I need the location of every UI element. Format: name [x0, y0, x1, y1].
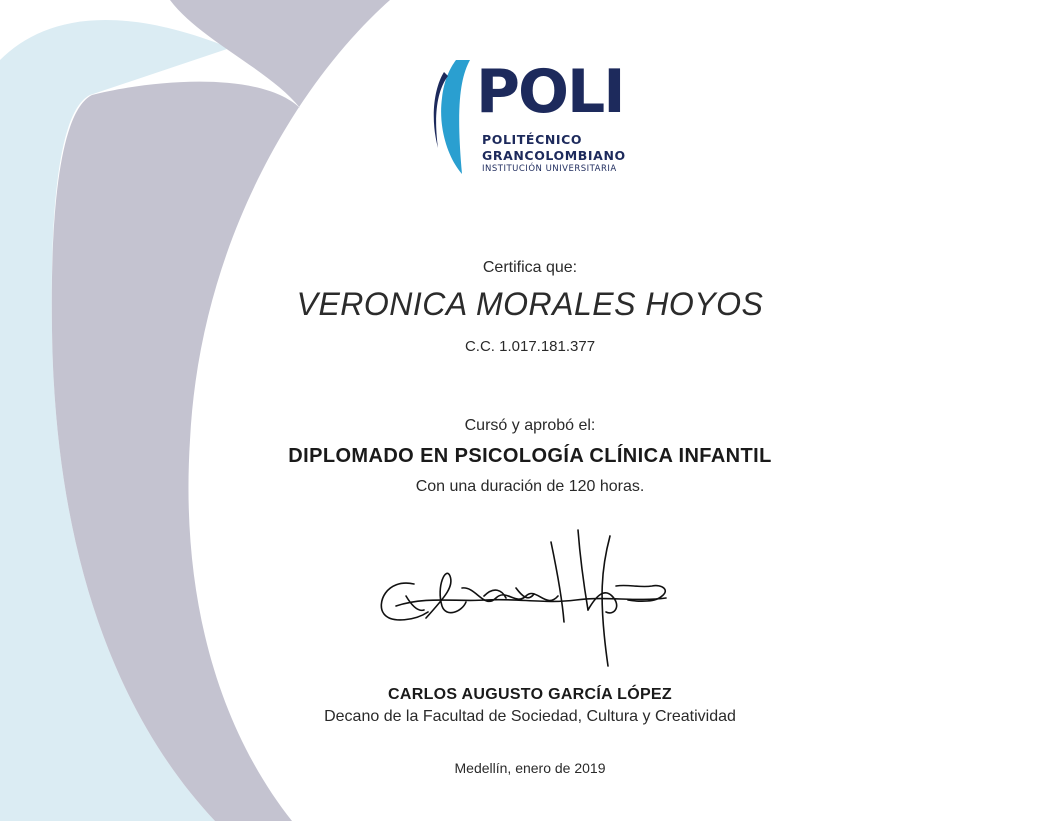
logo-wordmark: POLI: [476, 57, 624, 127]
institution-name-line2: GRANCOLOMBIANO: [482, 148, 626, 163]
course-title: DIPLOMADO EN PSICOLOGÍA CLÍNICA INFANTIL: [288, 445, 772, 467]
signature-image: [366, 526, 692, 678]
institution-logo: [426, 58, 636, 178]
signatory-role: Decano de la Facultad de Sociedad, Cultura y Creatividad: [324, 708, 736, 725]
course-intro: Cursó y aprobó el:: [464, 417, 596, 434]
certifies-intro: Certifica que:: [482, 259, 578, 276]
signatory-name: CARLOS AUGUSTO GARCÍA LÓPEZ: [388, 686, 672, 703]
place-and-date: Medellín, enero de 2019: [454, 760, 606, 776]
institution-subtitle: INSTITUCIÓN UNIVERSITARIA: [482, 164, 617, 174]
course-duration: Con una duración de 120 horas.: [415, 478, 645, 495]
institution-name-line1: POLITÉCNICO: [482, 132, 583, 147]
recipient-name: VERONICA MORALES HOYOS: [296, 286, 764, 322]
logo-mark-icon: [426, 58, 476, 176]
recipient-id-number: C.C. 1.017.181.377: [464, 338, 596, 355]
